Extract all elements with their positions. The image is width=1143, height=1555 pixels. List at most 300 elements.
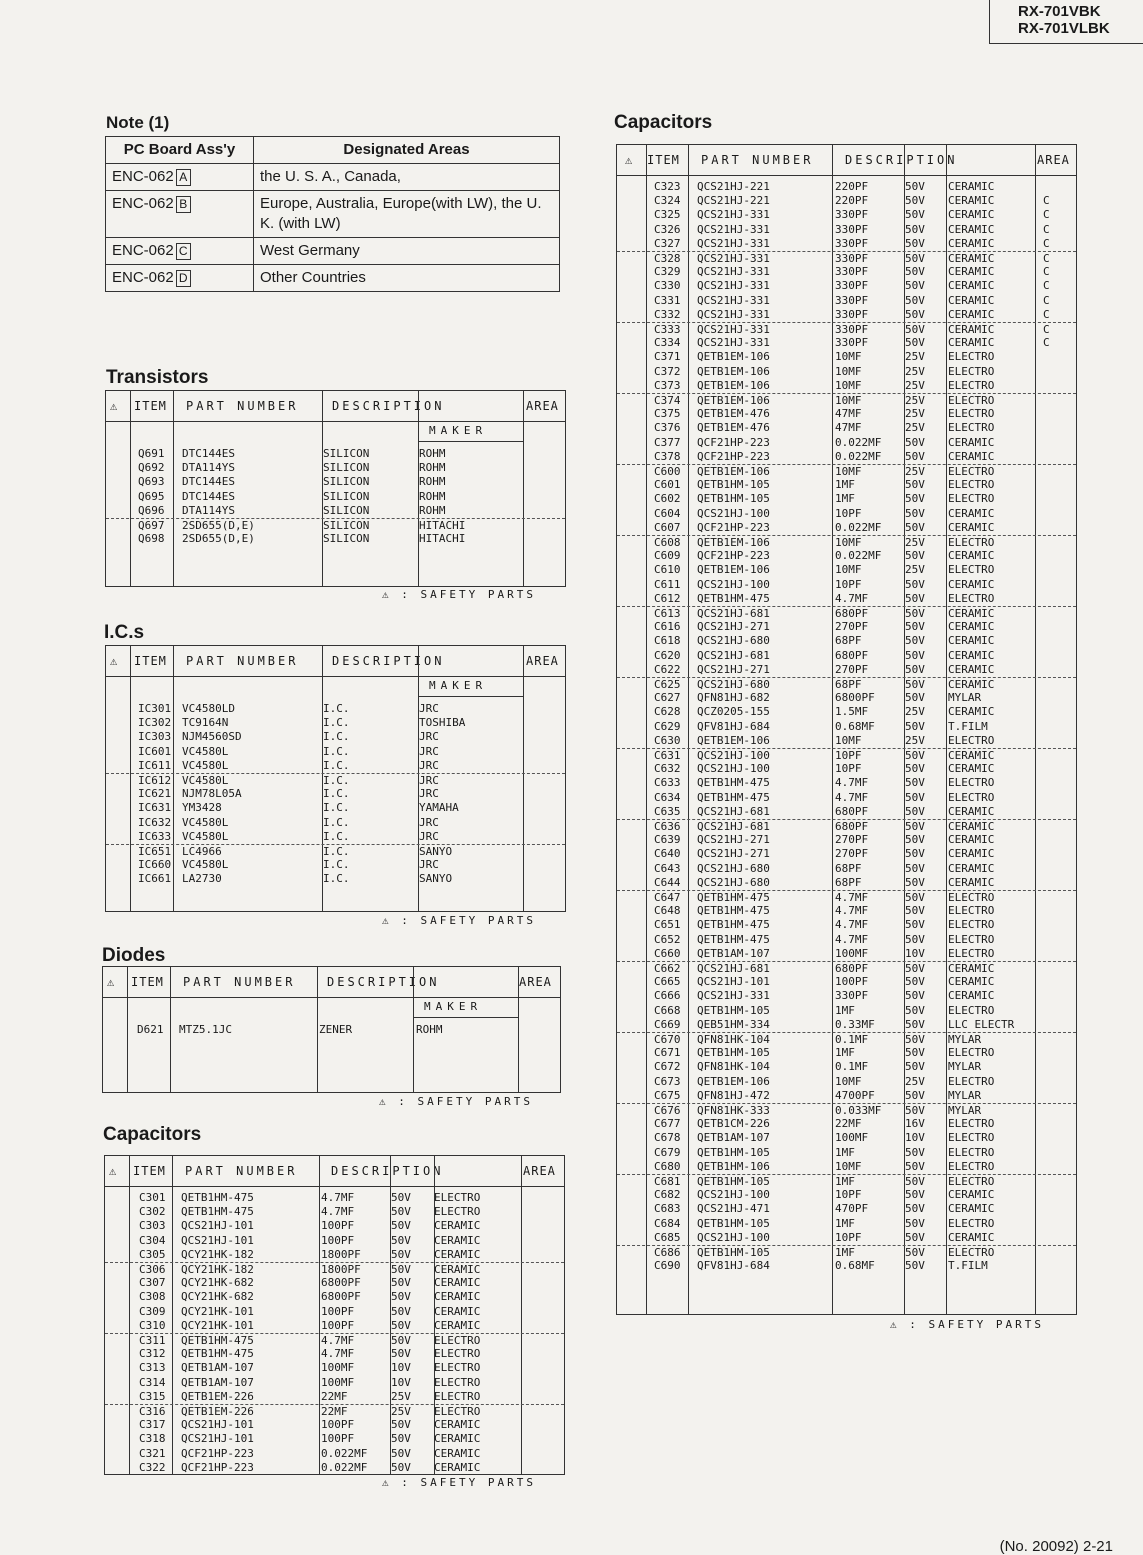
desc-cell-3: CERAMIC (948, 307, 995, 321)
area-cell: C (1043, 208, 1050, 222)
desc-cell-2: 50V (905, 861, 925, 875)
part-number-cell: QETB1HM-475 (697, 790, 770, 804)
desc-cell-2: 50V (391, 1432, 411, 1446)
item-cell: IC633 (138, 829, 172, 843)
item-cell: C690 (654, 1259, 681, 1273)
item-cell: C613 (654, 607, 681, 620)
model-box (989, 0, 1143, 44)
part-number-cell: QCS21HJ-101 (697, 975, 770, 989)
desc-cell: 330PF (835, 336, 869, 350)
desc-cell-2: 50V (905, 208, 925, 222)
table-row (617, 1075, 1076, 1089)
item-cell: C635 (654, 804, 681, 818)
desc-cell-2: 50V (391, 1304, 411, 1318)
desc-cell-3: CERAMIC (948, 236, 995, 250)
item-cell: IC612 (138, 774, 172, 787)
item-cell: C631 (654, 749, 681, 762)
note-area-0: the U. S. A., Canada, (254, 164, 560, 191)
item-cell: C604 (654, 506, 681, 520)
desc-cell-2: 50V (905, 1017, 925, 1031)
desc-cell: 680PF (835, 648, 869, 662)
transistors-table (105, 390, 566, 587)
desc-cell-2: 50V (905, 307, 925, 321)
part-number-cell: QCY21HK-101 (181, 1304, 254, 1318)
table-row (106, 532, 565, 546)
desc-cell-3: CERAMIC (434, 1460, 481, 1474)
desc-cell-3: CERAMIC (948, 847, 995, 861)
desc-cell: 270PF (835, 833, 869, 847)
part-number-cell: QETB1EM-476 (697, 421, 770, 435)
desc-cell: ZENER (319, 1023, 353, 1036)
table-row (617, 833, 1076, 847)
desc-cell-2: 25V (905, 705, 925, 719)
desc-cell-2: JRC (419, 758, 439, 772)
part-number-cell: QCS21HJ-681 (697, 607, 770, 620)
desc-cell-2: ROHM (419, 503, 446, 517)
desc-cell-3: CERAMIC (948, 662, 995, 676)
table-row (617, 989, 1076, 1003)
header-maker: MAKER (424, 1000, 483, 1013)
part-number-cell: QETB1HM-475 (181, 1347, 254, 1361)
desc-cell: 4.7MF (835, 591, 869, 605)
desc-cell: 1MF (835, 1145, 855, 1159)
item-cell: C329 (654, 265, 681, 279)
table-row (617, 1103, 1076, 1118)
desc-cell-2: 50V (905, 1230, 925, 1244)
desc-cell-3: CERAMIC (948, 265, 995, 279)
desc-cell-3: CERAMIC (948, 820, 995, 833)
desc-cell-3: CERAMIC (948, 1202, 995, 1216)
item-cell: IC302 (138, 716, 172, 730)
part-number-cell: 2SD655(D,E) (182, 519, 255, 532)
table-row (105, 1376, 564, 1390)
transistors-title: Transistors (106, 367, 209, 388)
table-row (617, 1231, 1076, 1245)
desc-cell: 270PF (835, 662, 869, 676)
part-number-cell: QFV81HJ-684 (697, 719, 770, 733)
table-row (617, 450, 1076, 464)
desc-cell: 10MF (835, 563, 862, 577)
table-row (617, 620, 1076, 634)
part-number-cell: LC4966 (182, 845, 222, 858)
desc-cell-2: 50V (905, 691, 925, 705)
item-cell: C636 (654, 820, 681, 833)
header-area: AREA (1037, 153, 1070, 167)
desc-cell: 10MF (835, 465, 862, 478)
table-row (105, 1205, 564, 1219)
area-cell: C (1043, 336, 1050, 350)
header-item: ITEM (647, 153, 680, 167)
table-row (617, 876, 1076, 890)
part-number-cell: QCS21HJ-101 (181, 1432, 254, 1446)
item-cell: C680 (654, 1159, 681, 1173)
part-number-cell: QCF21HP-223 (181, 1446, 254, 1460)
item-cell: C643 (654, 861, 681, 875)
header-item: ITEM (131, 975, 164, 989)
table-row (617, 805, 1076, 819)
part-number-cell: QCS21HJ-271 (697, 847, 770, 861)
diodes-title: Diodes (102, 945, 166, 966)
desc-cell-3: ELECTRO (948, 1159, 995, 1173)
item-cell: C372 (654, 364, 681, 378)
desc-cell-2: 50V (905, 492, 925, 506)
desc-cell: I.C. (323, 815, 350, 829)
desc-cell-2: 50V (905, 279, 925, 293)
part-number-cell: QETB1EM-106 (697, 733, 770, 747)
table-row (106, 730, 565, 744)
desc-cell-2: 50V (391, 1290, 411, 1304)
desc-cell-2: 50V (391, 1276, 411, 1290)
table-row (617, 691, 1076, 705)
table-row (617, 237, 1076, 251)
desc-cell-2: 50V (905, 1088, 925, 1102)
desc-cell: 10MF (835, 350, 862, 364)
item-cell: IC660 (138, 858, 172, 872)
desc-cell-2: 50V (391, 1233, 411, 1247)
desc-cell-2: 50V (905, 236, 925, 250)
desc-cell-2: 25V (905, 465, 925, 478)
item-cell: C315 (139, 1389, 166, 1403)
desc-cell-2: 50V (905, 1003, 925, 1017)
desc-cell-2: 50V (391, 1446, 411, 1460)
header-area: AREA (519, 975, 552, 989)
item-cell: C630 (654, 733, 681, 747)
header-area: AREA (526, 654, 559, 668)
page-footer: (No. 20092) 2-21 (999, 1538, 1113, 1555)
part-number-cell: QETB1AM-107 (697, 946, 770, 960)
desc-cell-3: ELECTRO (948, 378, 995, 392)
desc-cell-2: 50V (905, 336, 925, 350)
part-number-cell: QETB1HM-105 (697, 1145, 770, 1159)
ics-title: I.C.s (104, 622, 145, 643)
table-row (617, 208, 1076, 222)
header-item: ITEM (133, 1164, 166, 1178)
part-number-cell: QCS21HJ-681 (697, 804, 770, 818)
desc-cell-2: JRC (419, 858, 439, 872)
note-table (105, 136, 560, 292)
part-number-cell: QCS21HJ-680 (697, 875, 770, 889)
desc-cell-3: T.FILM (948, 1259, 988, 1273)
item-cell: C675 (654, 1088, 681, 1102)
item-cell: IC661 (138, 872, 172, 886)
desc-cell-3: ELECTRO (948, 1003, 995, 1017)
desc-cell-3: ELECTRO (948, 465, 995, 478)
desc-cell-2: 50V (905, 549, 925, 563)
desc-cell-2: SANYO (419, 845, 453, 858)
item-cell: C318 (139, 1432, 166, 1446)
desc-cell-2: 50V (391, 1247, 411, 1261)
desc-cell-3: MYLAR (948, 1104, 982, 1117)
item-cell: C374 (654, 394, 681, 407)
table-row (617, 407, 1076, 421)
part-number-cell: QEB51HM-334 (697, 1017, 770, 1031)
part-number-cell: QETB1EM-106 (697, 394, 770, 407)
area-cell: C (1043, 236, 1050, 250)
part-number-cell: QCS21HJ-271 (697, 662, 770, 676)
desc-cell-3: ELECTRO (948, 1145, 995, 1159)
part-number-cell: QCS21HJ-100 (697, 506, 770, 520)
table-row (105, 1290, 564, 1304)
part-number-cell: QCS21HJ-100 (697, 577, 770, 591)
part-number-cell: QETB1HM-475 (697, 776, 770, 790)
table-row (106, 816, 565, 830)
table-row (105, 1262, 564, 1277)
table-row (617, 918, 1076, 932)
desc-cell-2: TOSHIBA (419, 716, 466, 730)
part-number-cell: QETB1EM-106 (697, 350, 770, 364)
item-cell: C376 (654, 421, 681, 435)
item-cell: C627 (654, 691, 681, 705)
table-row (617, 677, 1076, 692)
part-number-cell: QCS21HJ-101 (181, 1233, 254, 1247)
item-cell: C307 (139, 1276, 166, 1290)
desc-cell-3: CERAMIC (948, 222, 995, 236)
desc-cell-3: CERAMIC (948, 252, 995, 265)
desc-cell-3: CERAMIC (434, 1304, 481, 1318)
part-number-cell: QETB1HM-105 (697, 1175, 770, 1188)
header-part-number: PART NUMBER (186, 654, 299, 668)
part-number-cell: QFN81HJ-472 (697, 1088, 770, 1102)
desc-cell: 10MF (835, 536, 862, 549)
desc-cell: 100PF (321, 1318, 355, 1332)
part-number-cell: QETB1HM-475 (697, 904, 770, 918)
table-row (105, 1319, 564, 1333)
desc-cell-2: 25V (905, 407, 925, 421)
part-number-cell: QFN81HJ-682 (697, 691, 770, 705)
desc-cell: 6800PF (321, 1290, 361, 1304)
part-number-cell: QCS21HJ-681 (697, 820, 770, 833)
item-cell: C628 (654, 705, 681, 719)
table-row (105, 1276, 564, 1290)
part-number-cell: VC4580L (182, 774, 229, 787)
part-number-cell: QCS21HJ-681 (697, 648, 770, 662)
part-number-cell: LA2730 (182, 872, 222, 886)
desc-cell-2: 50V (905, 833, 925, 847)
table-row (106, 447, 565, 461)
desc-cell-2: JRC (419, 730, 439, 744)
part-number-cell: QCY21HK-101 (181, 1318, 254, 1332)
item-cell: C616 (654, 620, 681, 634)
desc-cell-2: JRC (419, 787, 439, 801)
desc-cell-2: SANYO (419, 872, 453, 886)
part-number-cell: QETB1CM-226 (697, 1117, 770, 1131)
desc-cell-2: 50V (391, 1263, 411, 1276)
area-cell: C (1043, 307, 1050, 321)
desc-cell: 1.5MF (835, 705, 869, 719)
desc-cell-3: CERAMIC (948, 180, 995, 193)
desc-cell-3: CERAMIC (948, 975, 995, 989)
part-number-cell: QCY21HK-682 (181, 1276, 254, 1290)
desc-cell: 4.7MF (321, 1334, 355, 1347)
desc-cell-3: CERAMIC (434, 1290, 481, 1304)
desc-cell-2: JRC (419, 829, 439, 843)
item-cell: C316 (139, 1405, 166, 1418)
desc-cell-2: 25V (905, 1074, 925, 1088)
desc-cell: 100MF (321, 1375, 355, 1389)
header-description: DESCRIPTION (332, 399, 445, 413)
item-cell: C304 (139, 1233, 166, 1247)
desc-cell: I.C. (323, 858, 350, 872)
header-safety-icon: ⚠ (625, 153, 636, 167)
part-number-cell: QETB1EM-106 (697, 1074, 770, 1088)
desc-cell-3: CERAMIC (948, 678, 995, 691)
table-row (105, 1447, 564, 1461)
desc-cell-3: ELECTRO (948, 918, 995, 932)
desc-cell-3: ELECTRO (948, 421, 995, 435)
desc-cell-3: ELECTRO (434, 1389, 481, 1403)
table-row (617, 421, 1076, 435)
table-row (617, 748, 1076, 763)
table-row (105, 1347, 564, 1361)
desc-cell-3: ELECTRO (948, 478, 995, 492)
table-header (106, 646, 565, 677)
table-row (105, 1390, 564, 1404)
desc-cell-2: 25V (905, 733, 925, 747)
area-cell: C (1043, 323, 1050, 336)
table-row (106, 461, 565, 475)
desc-cell-2: 50V (905, 1104, 925, 1117)
desc-cell-2: 50V (905, 478, 925, 492)
item-cell: IC632 (138, 815, 172, 829)
item-cell: IC601 (138, 744, 172, 758)
desc-cell-3: CERAMIC (948, 577, 995, 591)
item-cell: C301 (139, 1191, 166, 1204)
desc-cell: 100PF (321, 1304, 355, 1318)
table-row (617, 336, 1076, 350)
desc-cell-3: CERAMIC (948, 323, 995, 336)
desc-cell: 100PF (321, 1219, 355, 1233)
diodes-safety-note: ⚠ : SAFETY PARTS (379, 1095, 533, 1108)
desc-cell: 10MF (835, 1159, 862, 1173)
header-safety-icon: ⚠ (107, 975, 118, 989)
maker-header-box (413, 997, 519, 1018)
header-part-number: PART NUMBER (186, 399, 299, 413)
desc-cell: 100MF (835, 946, 869, 960)
part-number-cell: DTC144ES (182, 475, 235, 489)
desc-cell: 680PF (835, 820, 869, 833)
item-cell: C672 (654, 1060, 681, 1074)
part-number-cell: QCS21HJ-331 (697, 307, 770, 321)
header-area: AREA (523, 1164, 556, 1178)
desc-cell-2: 50V (905, 449, 925, 463)
table-row (617, 933, 1076, 947)
desc-cell-2: 50V (905, 607, 925, 620)
desc-cell: 68PF (835, 875, 862, 889)
desc-cell: 100PF (321, 1418, 355, 1432)
part-number-cell: QCS21HJ-271 (697, 833, 770, 847)
desc-cell-3: MYLAR (948, 1060, 982, 1074)
desc-cell-2: 50V (905, 1046, 925, 1060)
desc-cell-3: ELECTRO (434, 1205, 481, 1219)
table-row (617, 762, 1076, 776)
item-cell: C330 (654, 279, 681, 293)
table-row (617, 705, 1076, 719)
desc-cell: 680PF (835, 607, 869, 620)
part-number-cell: DTA114YS (182, 461, 235, 475)
note-board-0: ENC-062 A (106, 164, 254, 191)
desc-cell-2: 50V (905, 194, 925, 208)
table-row (617, 223, 1076, 237)
item-cell: Q691 (138, 447, 165, 460)
part-number-cell: QETB1EM-106 (697, 364, 770, 378)
desc-cell-2: 50V (905, 1159, 925, 1173)
desc-cell-3: CERAMIC (948, 705, 995, 719)
table-row (617, 1146, 1076, 1160)
desc-cell-2: 50V (905, 1188, 925, 1202)
table-row (617, 1188, 1076, 1202)
desc-cell: 4.7MF (321, 1191, 355, 1204)
item-cell: IC611 (138, 758, 172, 772)
desc-cell-2: 50V (391, 1347, 411, 1361)
table-row (617, 350, 1076, 364)
ics-safety-note: ⚠ : SAFETY PARTS (382, 914, 536, 927)
desc-cell: I.C. (323, 845, 350, 858)
item-cell: C373 (654, 378, 681, 392)
table-row (617, 663, 1076, 677)
desc-cell-2: 50V (905, 293, 925, 307)
item-cell: C610 (654, 563, 681, 577)
header-maker: MAKER (429, 424, 488, 437)
note-area-3: Other Countries (254, 265, 560, 292)
desc-cell-3: ELECTRO (434, 1334, 481, 1347)
desc-cell: 100MF (835, 1131, 869, 1145)
part-number-cell: VC4580L (182, 815, 229, 829)
part-number-cell: VC4580L (182, 744, 229, 758)
item-cell: C670 (654, 1033, 681, 1046)
item-cell: C679 (654, 1145, 681, 1159)
table-row (105, 1191, 564, 1205)
desc-cell-2: 50V (391, 1205, 411, 1219)
table-row (617, 1174, 1076, 1189)
part-number-cell: VC4580L (182, 858, 229, 872)
desc-cell-2: 50V (905, 435, 925, 449)
item-cell: C648 (654, 904, 681, 918)
item-cell: C371 (654, 350, 681, 364)
item-cell: C326 (654, 222, 681, 236)
part-number-cell: QCS21HJ-331 (697, 989, 770, 1003)
desc-cell-2: 50V (905, 520, 925, 534)
table-row (617, 180, 1076, 194)
part-number-cell: QETB1EM-226 (181, 1389, 254, 1403)
desc-cell-3: CERAMIC (948, 762, 995, 776)
table-row (105, 1432, 564, 1446)
desc-cell: 1MF (835, 1175, 855, 1188)
table-row (617, 492, 1076, 506)
desc-cell: 0.022MF (321, 1460, 368, 1474)
desc-cell-3: MYLAR (948, 691, 982, 705)
desc-cell-2: 50V (905, 1259, 925, 1273)
table-row (617, 436, 1076, 450)
desc-cell: SILICON (323, 519, 370, 532)
desc-cell-3: ELECTRO (434, 1375, 481, 1389)
part-number-cell: QCF21HP-223 (697, 449, 770, 463)
desc-cell-2: 50V (905, 634, 925, 648)
table-row (106, 716, 565, 730)
desc-cell-2: 50V (905, 1216, 925, 1230)
table-row (105, 1305, 564, 1319)
desc-cell-3: ELECTRO (948, 1246, 995, 1259)
desc-cell-2: 50V (905, 904, 925, 918)
table-row (617, 294, 1076, 308)
item-cell: C629 (654, 719, 681, 733)
desc-cell: 100PF (321, 1233, 355, 1247)
table-row (617, 563, 1076, 577)
desc-cell-2: JRC (419, 774, 439, 787)
item-cell: C310 (139, 1318, 166, 1332)
item-cell: C602 (654, 492, 681, 506)
desc-cell-3: CERAMIC (434, 1432, 481, 1446)
desc-cell: I.C. (323, 716, 350, 730)
